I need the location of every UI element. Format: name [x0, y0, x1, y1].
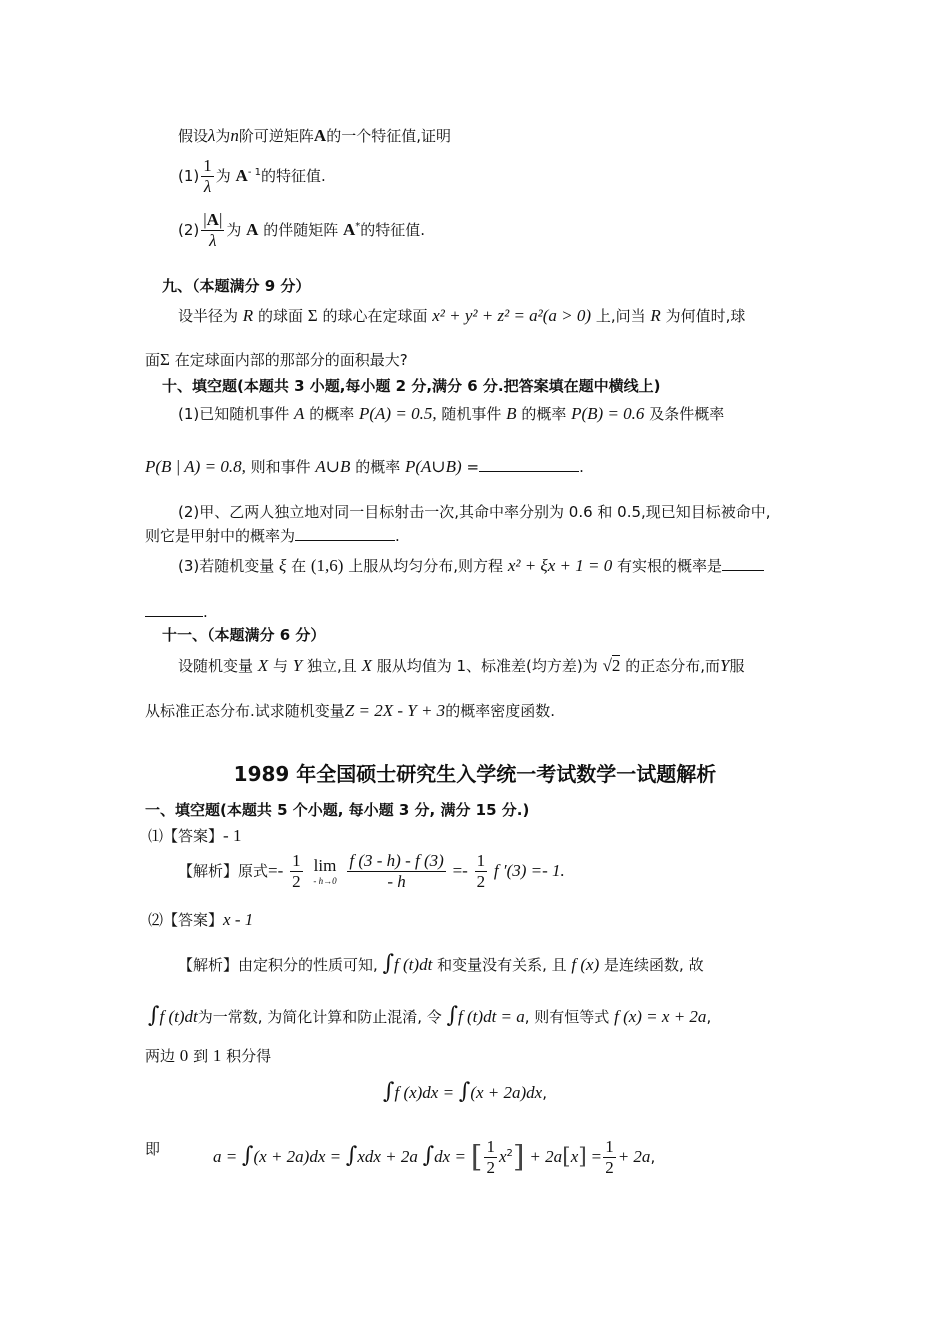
- explanation-2-line1: 【解析】由定积分的性质可知, ∫f (t)dt 和变量没有关系, 且 f (x) 是连续函数, 故: [178, 951, 704, 976]
- q10-part3-line1: (3)若随机变量 ξ 在 (1,6) 上服从均匀分布,则方程 x² + ξx + 1 = 0 有实根的概率是: [178, 556, 764, 576]
- explanation-1: 【解析】原式=- $\frac{1}{2}$ lim - h→0 $\frac{f (3 - h) - f (3)}{- h}$ =- $\frac{1}{2}$ f ′(3) =- 1.: [178, 851, 565, 891]
- q9-line2: 面Σ 在定球面内部的那部分的面积最大?: [145, 350, 408, 369]
- answer-1: ⑴【答案】- 1: [148, 826, 242, 845]
- explanation-2-line2: ∫f (t)dt为一常数, 为简化计算和防止混淆, 令 ∫f (t)dt = a, 则有恒等式 f (x) = x + 2a,: [148, 1003, 712, 1028]
- frac-detA-over-lambda: $\frac{|A|}{\lambda}$: [203, 210, 223, 250]
- q10-heading: 十、填空题(本题共 3 小题,每小题 2 分,满分 6 分.把答案填在题中横线上): [162, 377, 661, 395]
- q10-part2-line1: (2)甲、乙两人独立地对同一目标射击一次,其命中率分别为 0.6 和 0.5,现已知目标被命中,: [178, 503, 771, 521]
- frac-1-over-lambda: $\frac{1}{\lambda}$: [203, 156, 212, 196]
- q8-part2: (2) $\frac{|A|}{\lambda}$ 为 A 的伴随矩阵 A*的特征值.: [178, 210, 426, 250]
- ji-label: 即: [145, 1140, 161, 1158]
- answer-blank-3b: [145, 602, 203, 617]
- q10-part2-line2: 则它是甲射中的概率为 .: [145, 527, 400, 545]
- q8-part1: (1) $\frac{1}{\lambda}$ 为 $A^{- 1}$的特征值.: [178, 156, 326, 196]
- q11-heading: 十一、（本题满分 6 分）: [162, 626, 326, 644]
- q10-part1-line1: (1)已知随机事件 A 的概率 P(A) = 0.5, 随机事件 B 的概率 P(B) = 0.6 及条件概率: [178, 404, 725, 423]
- explanation-2-line3: 两边 0 到 1 积分得: [145, 1046, 272, 1065]
- q11-line1: 设随机变量 X 与 Y 独立,且 X 服从均值为 1、标准差(均方差)为 √2 的正态分布,而Y服: [178, 656, 745, 675]
- q8-intro: 假设λ为n阶可逆矩阵A的一个特征值,证明: [178, 126, 451, 145]
- equation-1: ∫f (x)dx = ∫(x + 2a)dx,: [383, 1079, 547, 1104]
- q11-line2: 从标准正态分布.试求随机变量Z = 2X - Y + 3的概率密度函数.: [145, 701, 555, 720]
- equation-2: a = ∫(x + 2a)dx = ∫xdx + 2a ∫dx = [ $\frac{1}{2}$ $x^2] + 2a[x]$ = $\frac{1}{2}$ + 2a,: [213, 1137, 656, 1177]
- answer-blank-3a: [722, 556, 764, 571]
- q9-line1: 设半径为 R 的球面 Σ 的球心在定球面 x² + y² + z² = a²(a > 0) 上,问当 R 为何值时,球: [178, 306, 746, 325]
- answer-2: ⑵【答案】x - 1: [148, 910, 254, 929]
- solution-title: 1989 年全国硕士研究生入学统一考试数学一试题解析: [233, 762, 717, 786]
- q10-part1-line2: P(B | A) = 0.8, 则和事件 A∪B 的概率 P(A∪B) = .: [145, 457, 584, 476]
- q9-heading: 九、（本题满分 9 分）: [162, 277, 311, 295]
- q10-part3-line2: .: [145, 602, 208, 622]
- answer-blank-2: [295, 526, 395, 541]
- solution-section-1: 一、填空题(本题共 5 个小题, 每小题 3 分, 满分 15 分.): [145, 801, 530, 819]
- answer-blank-1: [479, 457, 579, 472]
